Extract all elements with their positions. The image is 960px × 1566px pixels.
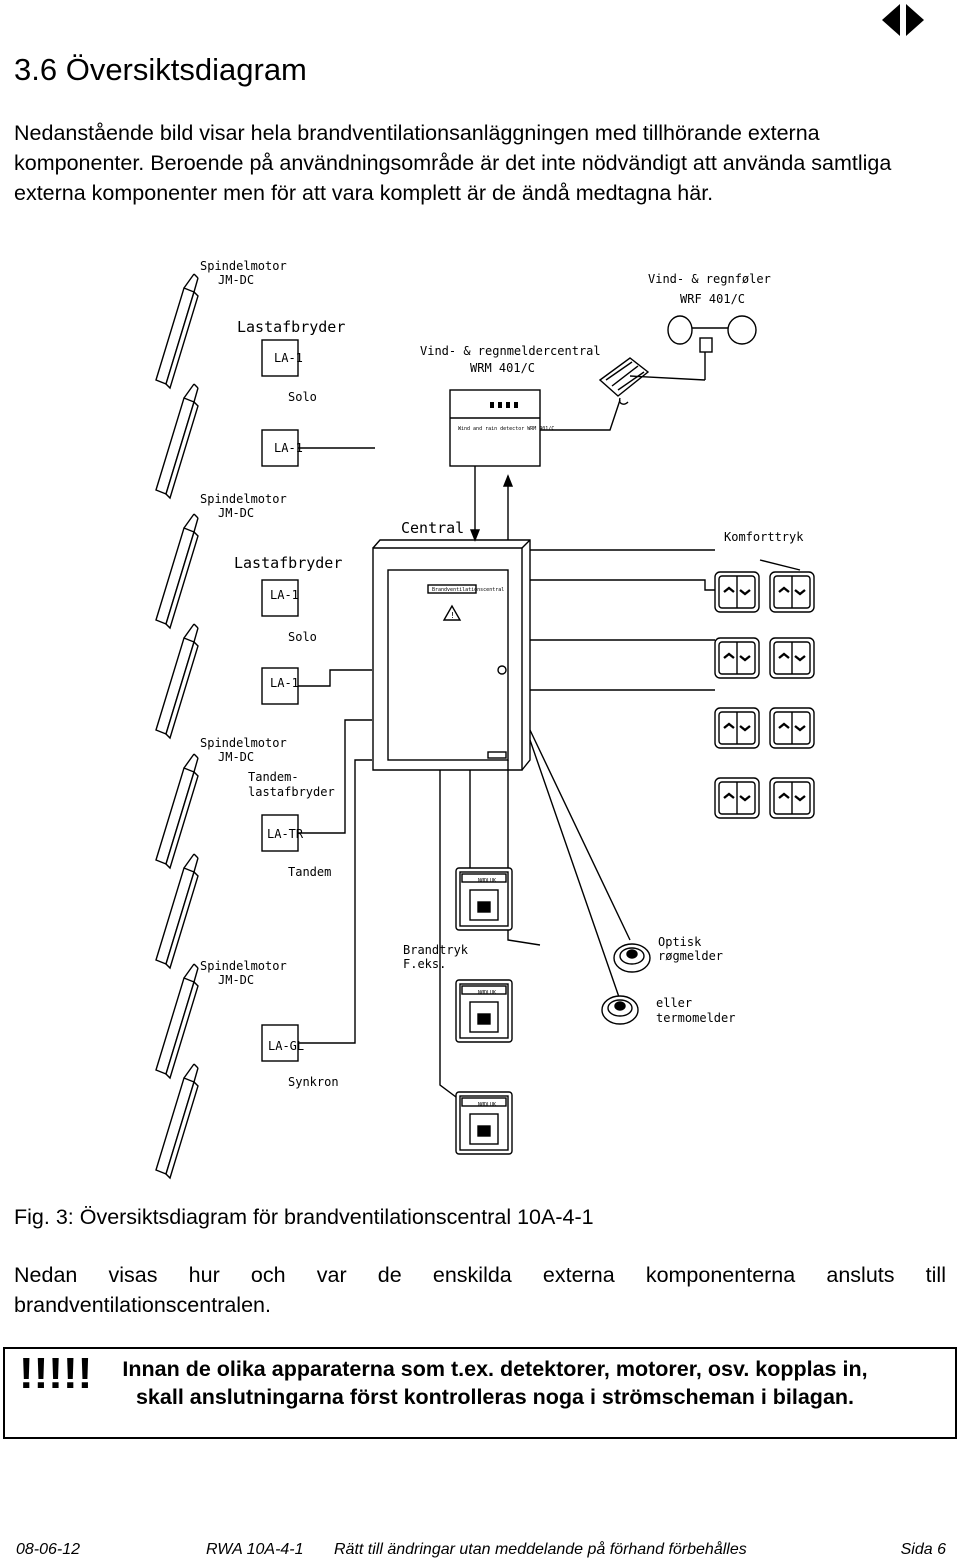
footer-rights: Rätt till ändringar utan meddelande på förhand förbehålles (334, 1541, 747, 1558)
la-gl-label: LA-GL (268, 1039, 305, 1053)
motor-label-4a: Spindelmotor (200, 959, 287, 973)
footer-page: Sida 6 (900, 1541, 946, 1558)
solo-label-2: Solo (288, 630, 317, 644)
la1-label-3: LA-1 (270, 588, 299, 602)
motor-label-1a: Spindelmotor (200, 259, 287, 273)
tandem-label: Tandem (288, 865, 332, 879)
solo-label-1: Solo (288, 390, 317, 404)
motor-label-1b: JM-DC (218, 273, 255, 287)
lastafbryder-label-1: Lastafbryder (237, 318, 346, 336)
spindle-motor-3b (156, 854, 198, 968)
spindle-motor-2a (156, 514, 198, 628)
spindle-motor-1b (156, 384, 198, 498)
tandem-lastafbryder-label-1: Tandem- (248, 770, 299, 784)
komforttryk-label: Komforttryk (724, 530, 804, 544)
smoke-detector (614, 944, 650, 972)
brandtryk-label-1: Brandtryk (403, 943, 469, 957)
la-tr-label: LA-TR (267, 827, 304, 841)
wrf-label-2: WRF 401/C (680, 292, 746, 306)
warning-marks: !!!!! (19, 1349, 93, 1398)
la1-label-4: LA-1 (270, 676, 299, 690)
page-nav-icon[interactable] (880, 2, 926, 38)
brandtryk-label-2: F.eks. (403, 957, 447, 971)
warning-box (3, 1347, 957, 1439)
button-header-3: NØDLUK (478, 1102, 497, 1108)
spindle-motor-3a (156, 754, 198, 868)
footer-product: RWA 10A-4-1 (206, 1541, 304, 1558)
eller-label-2: termomelder (656, 1011, 736, 1025)
svg-text:!: ! (450, 611, 455, 620)
lastafbryder-label-2: Lastafbryder (234, 554, 343, 572)
intro-paragraph: Nedanstående bild visar hela brandventilationsanläggningen med tillhörande externa komponenter. Beroende på användningsområde är det inte nödvändigt att använda samtliga externa komponenter men för att vara komplett är de ändå medtagna här. (14, 121, 892, 205)
spindle-motor-4b (156, 1064, 198, 1178)
synkron-label: Synkron (288, 1075, 339, 1089)
section-heading: 3.6 Översiktsdiagram (14, 52, 307, 87)
optisk-label-1: Optisk (658, 935, 702, 949)
motor-label-2a: Spindelmotor (200, 492, 287, 506)
spindle-motor-2b (156, 624, 198, 738)
warning-text: Innan de olika apparaterna som t.ex. detektorer, motorer, osv. kopplas in, skall anslutningarna först kontrolleras noga i strömscheman i bilagan. (122, 1357, 868, 1409)
spindle-motor-1a (156, 274, 198, 388)
optisk-label-2: røgmelder (658, 949, 724, 963)
wrf-label-1: Vind- & regnføler (648, 272, 771, 286)
button-header-1: NØDLUK (478, 878, 497, 884)
motor-label-4b: JM-DC (218, 973, 255, 987)
page-footer (16, 1541, 946, 1563)
figure-caption: Fig. 3: Översiktsdiagram för brandventilationscentral 10A-4-1 (14, 1205, 594, 1229)
body-paragraph: Nedan visas hur och var de enskilda externa komponenterna ansluts till brandventilationscentralen. (14, 1263, 946, 1317)
footer-date: 08-06-12 (16, 1541, 81, 1558)
wind-rain-sensor (600, 316, 756, 404)
wrm-label-1: Vind- & regnmeldercentral (420, 344, 601, 358)
comfort-buttons (715, 572, 814, 818)
wrm-panel-label: Wind and rain detector WRM 401/C (458, 426, 555, 432)
heat-detector (602, 996, 638, 1024)
overview-diagram (140, 240, 950, 1190)
motor-label-3b: JM-DC (218, 750, 255, 764)
button-header-2: NØDLUK (478, 990, 497, 996)
central-panel-label: Brandventilationscentral (432, 587, 505, 593)
la1-label-1: LA-1 (274, 351, 303, 365)
central-cabinet (373, 540, 530, 770)
motor-label-2b: JM-DC (218, 506, 255, 520)
wrm-label-2: WRM 401/C (470, 361, 536, 375)
central-label: Central (401, 519, 465, 537)
spindle-motor-4a (156, 964, 198, 1078)
motor-label-3a: Spindelmotor (200, 736, 287, 750)
eller-label-1: eller (656, 996, 693, 1010)
la1-label-2: LA-1 (274, 441, 303, 455)
tandem-lastafbryder-label-2: lastafbryder (248, 785, 335, 799)
